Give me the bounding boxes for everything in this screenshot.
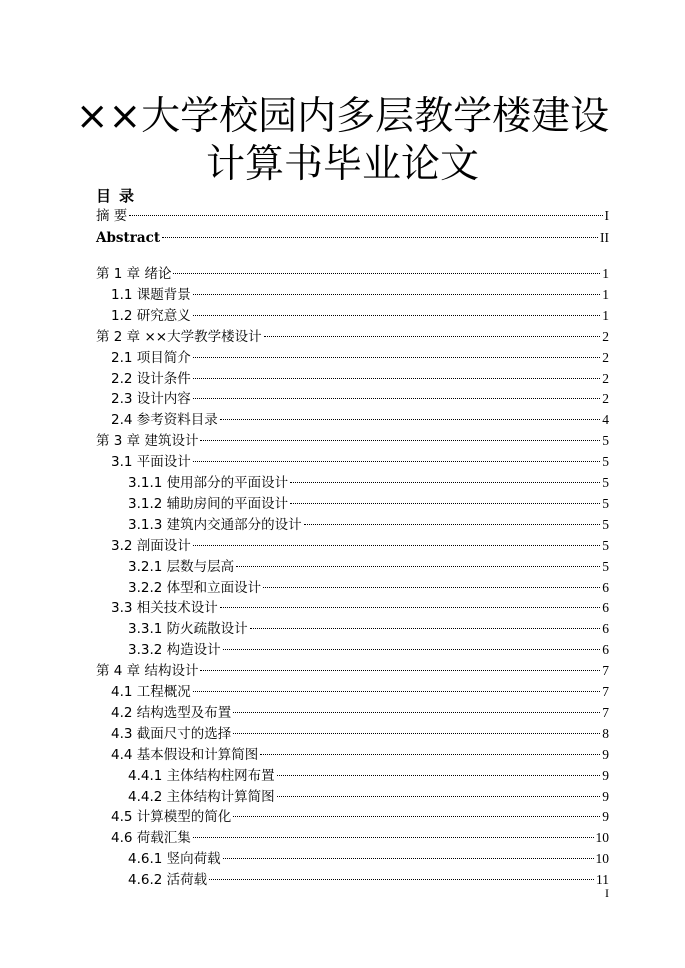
toc-dot-leader [162,237,598,238]
toc-entry-label: 1.2 研究意义 [111,307,191,324]
toc-dot-leader [193,837,594,838]
toc-entry-label: Abstract [96,229,161,246]
toc-entry-label: 3.3.1 防火疏散设计 [128,621,248,638]
toc-entry-label: 3.1 平面设计 [111,454,191,471]
toc-dot-leader [193,294,600,295]
toc-entry-label: 3.1.3 建筑内交通部分的设计 [128,516,302,533]
toc-dot-leader [233,733,600,734]
toc-entry-page: 2 [602,349,609,365]
toc-dot-leader [223,649,601,650]
toc-entry-page: 5 [602,537,609,553]
toc-entry-page: 6 [602,642,609,658]
document-title-line-1: ××大学校园内多层教学楼建设 [75,94,610,139]
toc-dot-leader [250,628,601,629]
document-title-line-2: 计算书毕业论文 [205,142,479,187]
toc-entry-page: 1 [602,286,609,302]
toc-dot-leader [290,482,600,483]
toc-entry[interactable] [128,640,609,660]
toc-entry[interactable] [128,515,609,535]
toc-entry-label: 4.1 工程概况 [111,684,191,700]
toc-entry-label: 2.1 项目简介 [111,349,191,366]
toc-dot-leader [220,607,600,608]
toc-entry-page: 1 [602,307,609,323]
toc-entry[interactable] [111,724,609,744]
toc-entry-label: 第 4 章 结构设计 [96,663,199,680]
toc-entry-page: 5 [602,558,609,574]
toc-entry-label: 4.3 截面尺寸的选择 [111,725,232,742]
toc-entry-label: 3.3.2 构造设计 [128,642,221,659]
toc-dot-leader [200,440,600,441]
toc-entry-label: 4.4 基本假设和计算简图 [111,746,259,763]
toc-dot-leader [264,336,601,337]
toc-entry[interactable] [111,306,609,326]
toc-entry[interactable] [111,369,609,389]
toc-entry[interactable] [111,285,609,305]
toc-dot-leader [193,545,600,546]
toc-dot-leader [236,566,600,567]
toc-entry-page: 5 [602,516,609,532]
footer-page-number: I [605,886,609,900]
toc-entry-page: 11 [596,872,609,888]
toc-dot-leader [200,670,600,671]
toc-entry-page: 6 [602,600,609,616]
toc-entry[interactable] [128,557,609,577]
toc-entry-page: 7 [602,684,609,699]
toc-dot-leader [173,273,600,274]
toc-entry[interactable] [111,703,609,723]
toc-entry[interactable] [128,849,609,869]
toc-dot-leader [193,398,600,399]
toc-entry-label: 2.4 参考资料目录 [111,412,218,429]
toc-heading: 目录 [96,187,143,205]
toc-entry[interactable] [128,870,609,890]
toc-entry[interactable] [128,494,609,514]
toc-entry-label: 摘 要 [96,208,128,224]
toc-entry-label: 2.2 设计条件 [111,370,191,387]
toc-entry-page: 5 [602,454,609,470]
toc-entry-page: 9 [602,746,609,762]
toc-entry-page: 10 [595,830,609,846]
toc-dot-leader [193,378,600,379]
toc-dot-leader [260,754,600,755]
toc-entry[interactable] [128,619,609,639]
toc-entry[interactable] [96,327,609,347]
toc-entry[interactable] [96,228,609,248]
toc-dot-leader [129,215,602,216]
toc-entry-page: 7 [602,704,609,720]
toc-entry[interactable] [111,410,609,430]
toc-dot-leader [304,524,601,525]
toc-dot-leader [220,419,600,420]
toc-entry-page: 2 [602,391,609,407]
toc-entry-label: 3.2 剖面设计 [111,537,191,554]
toc-entry-page: I [604,208,609,223]
toc-entry-label: 4.6.2 活荷载 [128,872,208,889]
toc-entry-page: 5 [602,475,609,490]
toc-entry-page: 9 [602,788,609,804]
toc-entry-page: 9 [602,809,609,825]
toc-dot-leader [277,796,601,797]
toc-entry-page: 6 [602,621,609,637]
toc-entry-label: 3.1.1 使用部分的平面设计 [128,475,289,491]
toc-entry-label: 4.6.1 竖向荷载 [128,851,221,868]
toc-dot-leader [263,587,600,588]
toc-entry-page: 9 [602,767,609,783]
toc-entry-page: 1 [602,266,609,281]
toc-entry-label: 2.3 设计内容 [111,391,191,408]
toc-dot-leader [233,712,600,713]
toc-entry-label: 3.1.2 辅助房间的平面设计 [128,495,289,512]
toc-dot-leader [193,691,600,692]
toc-entry-label: 3.3 相关技术设计 [111,600,218,617]
toc-entry[interactable] [128,787,609,807]
toc-dot-leader [233,816,600,817]
toc-entry[interactable] [111,389,609,409]
toc-entry-label: 4.5 计算模型的简化 [111,809,232,826]
toc-entry[interactable] [111,536,609,556]
toc-entry[interactable] [111,598,609,618]
toc-entry-page: 4 [602,412,609,428]
toc-entry-label: 4.6 荷载汇集 [111,830,191,847]
toc-entry[interactable] [111,682,609,702]
toc-entry[interactable] [128,578,609,598]
toc-entry-label: 第 3 章 建筑设计 [96,433,199,450]
toc-entry-label: 4.4.2 主体结构计算简图 [128,788,275,805]
toc-entry[interactable] [111,348,609,368]
toc-entry-page: 2 [602,370,609,386]
toc-entry[interactable] [128,473,609,493]
toc-entry-page: 7 [602,663,609,679]
toc-entry[interactable] [111,807,609,827]
toc-entry[interactable] [111,828,609,848]
toc-entry[interactable] [111,452,609,472]
toc-dot-leader [193,357,600,358]
toc-entry-page: 5 [602,433,609,449]
toc-dot-leader [290,503,600,504]
toc-dot-leader [277,775,601,776]
toc-entry-label: 3.2.2 体型和立面设计 [128,579,262,596]
toc-entry[interactable] [96,431,609,451]
toc-entry[interactable] [128,766,609,786]
toc-entry[interactable] [111,745,609,765]
toc-dot-leader [193,461,600,462]
toc-entry-label: 3.2.1 层数与层高 [128,558,235,575]
toc-entry[interactable] [96,206,609,226]
toc-dot-leader [193,315,600,316]
toc-entry-label: 4.4.1 主体结构柱网布置 [128,767,275,784]
toc-dot-leader [223,858,594,859]
toc-entry-label: 第 2 章 ××大学教学楼设计 [96,328,262,345]
toc-entry[interactable] [96,661,609,681]
toc-entry-page: 8 [602,725,609,741]
toc-entry-label: 第 1 章 绪论 [96,266,172,282]
toc-entry[interactable] [96,264,609,284]
toc-entry-label: 1.1 课题背景 [111,286,191,303]
toc-entry-page: 6 [602,579,609,595]
toc-entry-page: II [600,229,609,245]
toc-entry-label: 4.2 结构选型及布置 [111,704,232,721]
toc-dot-leader [209,879,594,880]
toc-entry-page: 2 [602,328,609,344]
toc-entry-page: 5 [602,495,609,511]
toc-entry-page: 10 [595,851,609,867]
